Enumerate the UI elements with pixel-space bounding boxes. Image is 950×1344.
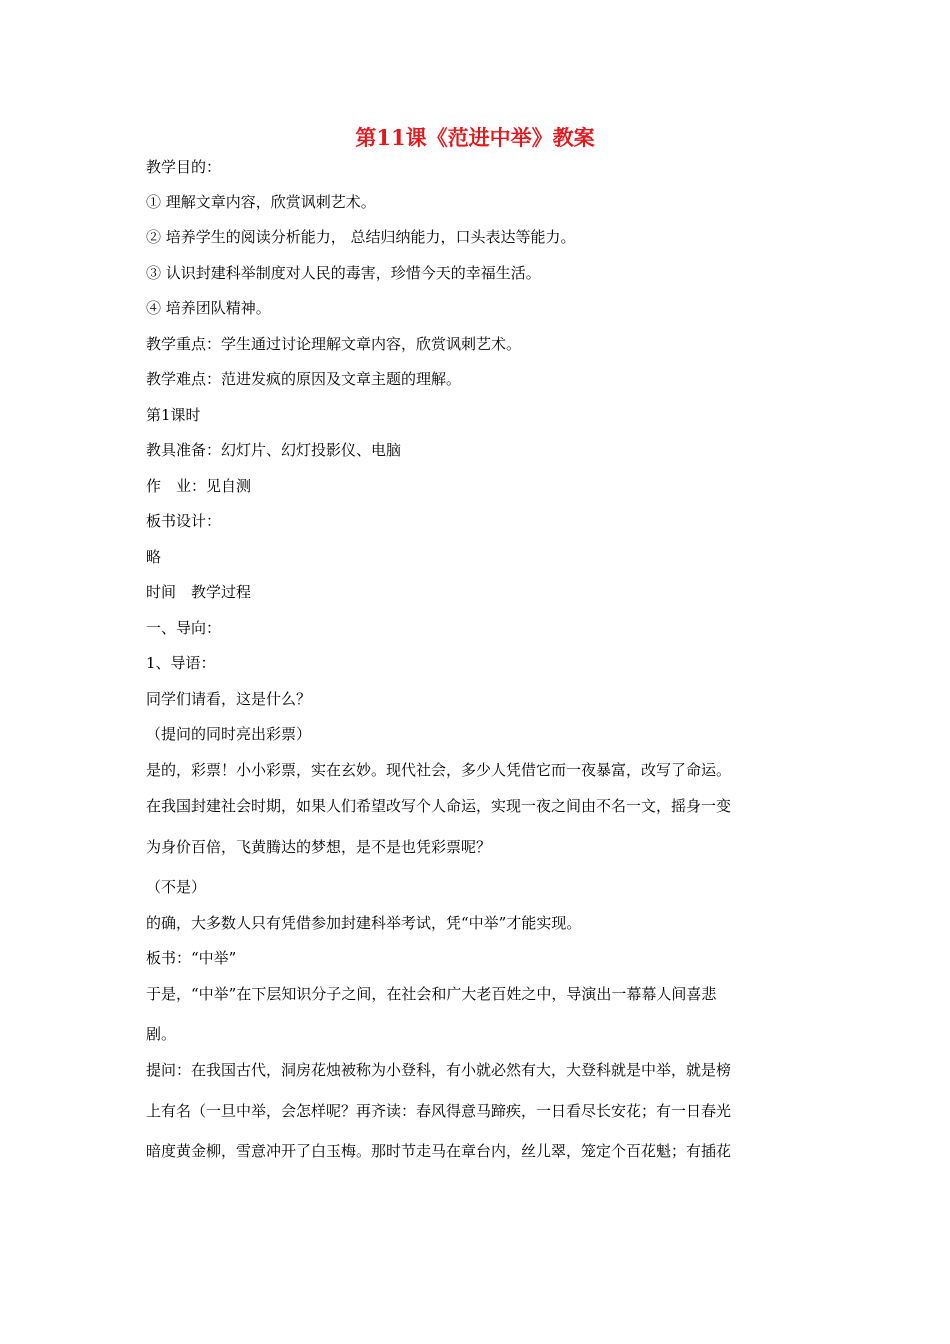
text-line: 第1课时 (146, 406, 201, 424)
text-line: 上有名（一旦中举，会怎样呢？再齐读：春风得意马蹄疾，一日看尽长安花；有一日春光 (146, 1102, 732, 1120)
text-line: 作 业：见自测 (146, 477, 252, 495)
text-line: 是的，彩票！小小彩票，实在玄妙。现代社会，多少人凭借它而一夜暴富，改写了命运。 (146, 761, 732, 779)
text-line: 板书设计： (146, 512, 222, 530)
text-line: 暗度黄金柳，雪意冲开了白玉梅。那时节走马在章台内，丝儿翠，笼定个百花魁；有插花 (146, 1142, 732, 1160)
document-title: 第11课《范进中举》教案 (355, 125, 595, 150)
text-line: ② 培养学生的阅读分析能力， 总结归纳能力，口头表达等能力。 (146, 228, 576, 246)
text-line: 教学目的： (146, 158, 222, 176)
text-line: （不是） (146, 878, 207, 896)
text-line: 的确，大多数人只有凭借参加封建科举考试，凭“中举”才能实现。 (146, 914, 582, 932)
text-line: 同学们请看，这是什么？ (146, 690, 312, 708)
text-line: （提问的同时亮出彩票） (146, 725, 312, 743)
text-line: 一、导向： (146, 619, 222, 637)
text-line: 于是，“中举”在下层知识分子之间，在社会和广大老百姓之中，导演出一幕幕人间喜悲 (146, 985, 717, 1003)
text-line: 板书：“中举” (146, 949, 237, 967)
text-line: 在我国封建社会时期，如果人们希望改写个人命运，实现一夜之间由不名一文，摇身一变 (146, 797, 732, 815)
text-line: 略 (146, 548, 162, 566)
text-line: 教学重点：学生通过讨论理解文章内容，欣赏讽刺艺术。 (146, 335, 522, 353)
text-line: 教具准备：幻灯片、幻灯投影仪、电脑 (146, 441, 402, 459)
text-line: 剧。 (146, 1025, 177, 1043)
text-line: ④ 培养团队精神。 (146, 299, 271, 317)
text-line: 时间 教学过程 (146, 583, 252, 601)
text-line: 为身价百倍，飞黄腾达的梦想，是不是也凭彩票呢？ (146, 838, 492, 856)
text-line: ① 理解文章内容，欣赏讽刺艺术。 (146, 193, 376, 211)
text-line: ③ 认识封建科举制度对人民的毒害，珍惜今天的幸福生活。 (146, 264, 541, 282)
text-line: 提问：在我国古代，洞房花烛被称为小登科，有小就必然有大，大登科就是中举，就是榜 (146, 1061, 732, 1079)
text-line: 教学难点：范进发疯的原因及文章主题的理解。 (146, 370, 462, 388)
text-line: 1、导语： (146, 654, 216, 672)
